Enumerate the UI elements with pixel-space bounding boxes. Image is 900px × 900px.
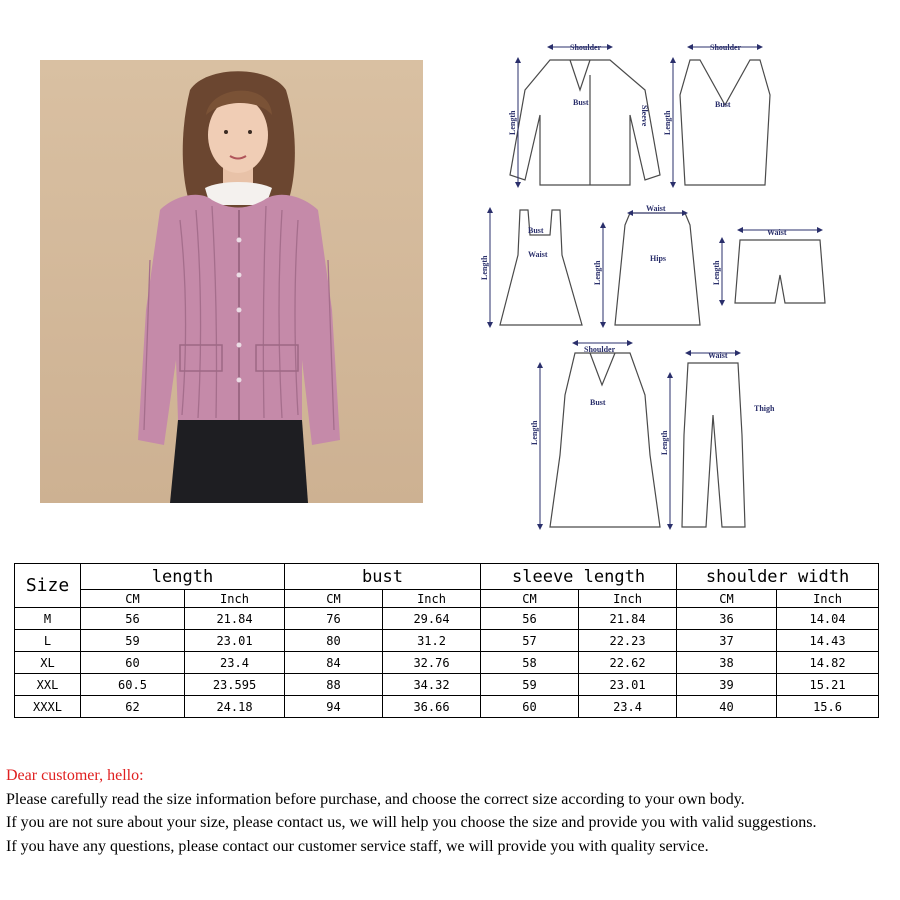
group-header-length: length [81, 564, 285, 590]
measurement-diagrams [470, 35, 880, 530]
measurement-cell: 94 [285, 696, 383, 718]
customer-notice [6, 764, 896, 858]
size-cell: XXXL [15, 696, 81, 718]
measurement-cell: 60.5 [81, 674, 185, 696]
measurement-cell: 36 [677, 608, 777, 630]
size-cell: L [15, 630, 81, 652]
label-length-tank: Length [663, 110, 672, 135]
size-column-header: Size [15, 564, 81, 608]
measurement-cell: 21.84 [579, 608, 677, 630]
unit-header-inch: Inch [579, 590, 677, 608]
label-hips-skirt: Hips [650, 254, 667, 263]
unit-header-cm: CM [481, 590, 579, 608]
size-chart-table [14, 563, 879, 718]
unit-header-cm: CM [81, 590, 185, 608]
measurement-cell: 57 [481, 630, 579, 652]
size-table-body [15, 608, 879, 718]
measurement-cell: 34.32 [383, 674, 481, 696]
label-waist-shorts: Waist [767, 228, 787, 237]
measurement-cell: 31.2 [383, 630, 481, 652]
measurement-cell: 29.64 [383, 608, 481, 630]
measurement-cell: 22.62 [579, 652, 677, 674]
size-cell: XL [15, 652, 81, 674]
measurement-cell: 40 [677, 696, 777, 718]
measurement-cell: 14.43 [777, 630, 879, 652]
measurement-cell: 22.23 [579, 630, 677, 652]
measurement-cell: 23.01 [579, 674, 677, 696]
label-length-trousers: Length [660, 430, 669, 455]
unit-header-cm: CM [677, 590, 777, 608]
measurement-cell: 62 [81, 696, 185, 718]
table-row [15, 674, 879, 696]
label-waist-skirt: Waist [646, 204, 666, 213]
notice-line: If you have any questions, please contact our customer service staff, we will provide you with quality service. [6, 837, 709, 855]
table-row [15, 630, 879, 652]
notice-greeting: Dear customer, hello: [6, 767, 144, 784]
label-shoulder-tank: Shoulder [710, 43, 742, 52]
table-row [15, 652, 879, 674]
label-bust-tank: Bust [715, 100, 731, 109]
label-waist-trousers: Waist [708, 351, 728, 360]
measurement-cell: 23.01 [185, 630, 285, 652]
label-length-skirt: Length [593, 260, 602, 285]
unit-header-inch: Inch [383, 590, 481, 608]
label-shoulder-blouse: Shoulder [570, 43, 602, 52]
size-cell: XXL [15, 674, 81, 696]
measurement-cell: 59 [81, 630, 185, 652]
measurement-cell: 15.6 [777, 696, 879, 718]
label-sleeve-blouse: Sleeve [640, 105, 649, 127]
measurement-cell: 21.84 [185, 608, 285, 630]
measurement-cell: 14.82 [777, 652, 879, 674]
label-bust-coat: Bust [590, 398, 606, 407]
group-header-bust: bust [285, 564, 481, 590]
measurement-cell: 59 [481, 674, 579, 696]
measurement-cell: 56 [481, 608, 579, 630]
table-row [15, 696, 879, 718]
measurement-cell: 56 [81, 608, 185, 630]
label-bust-dress: Bust [528, 226, 544, 235]
unit-header-cm: CM [285, 590, 383, 608]
table-row [15, 608, 879, 630]
measurement-cell: 14.04 [777, 608, 879, 630]
label-length-shorts: Length [712, 260, 721, 285]
label-length-dress: Length [480, 255, 489, 280]
measurement-cell: 23.4 [579, 696, 677, 718]
measurement-cell: 88 [285, 674, 383, 696]
garment-diagram-set [470, 35, 880, 530]
measurement-cell: 38 [677, 652, 777, 674]
measurement-cell: 23.595 [185, 674, 285, 696]
notice-line: Please carefully read the size information before purchase, and choose the correct size according to your own body. [6, 790, 745, 808]
measurement-cell: 80 [285, 630, 383, 652]
measurement-cell: 76 [285, 608, 383, 630]
measurement-cell: 39 [677, 674, 777, 696]
measurement-cell: 84 [285, 652, 383, 674]
unit-header-inch: Inch [185, 590, 285, 608]
group-header-shoulder-width: shoulder width [677, 564, 879, 590]
label-shoulder-coat: Shoulder [584, 345, 616, 354]
label-length-blouse: Length [508, 110, 517, 135]
measurement-cell: 24.18 [185, 696, 285, 718]
label-bust-blouse: Bust [573, 98, 589, 107]
product-photo [40, 60, 423, 503]
model-illustration [40, 60, 423, 503]
label-length-coat: Length [530, 420, 539, 445]
measurement-cell: 60 [481, 696, 579, 718]
measurement-cell: 58 [481, 652, 579, 674]
group-header-sleeve-length: sleeve length [481, 564, 677, 590]
label-thigh-trousers: Thigh [754, 404, 775, 413]
measurement-cell: 60 [81, 652, 185, 674]
size-cell: M [15, 608, 81, 630]
measurement-cell: 36.66 [383, 696, 481, 718]
notice-line: If you are not sure about your size, please contact us, we will help you choose the size and provide you with valid suggestions. [6, 814, 817, 831]
label-waist-dress: Waist [528, 250, 548, 259]
measurement-cell: 23.4 [185, 652, 285, 674]
table-header-units [15, 590, 879, 608]
measurement-cell: 32.76 [383, 652, 481, 674]
unit-header-inch: Inch [777, 590, 879, 608]
measurement-cell: 15.21 [777, 674, 879, 696]
measurement-cell: 37 [677, 630, 777, 652]
table-header-groups [15, 564, 879, 590]
